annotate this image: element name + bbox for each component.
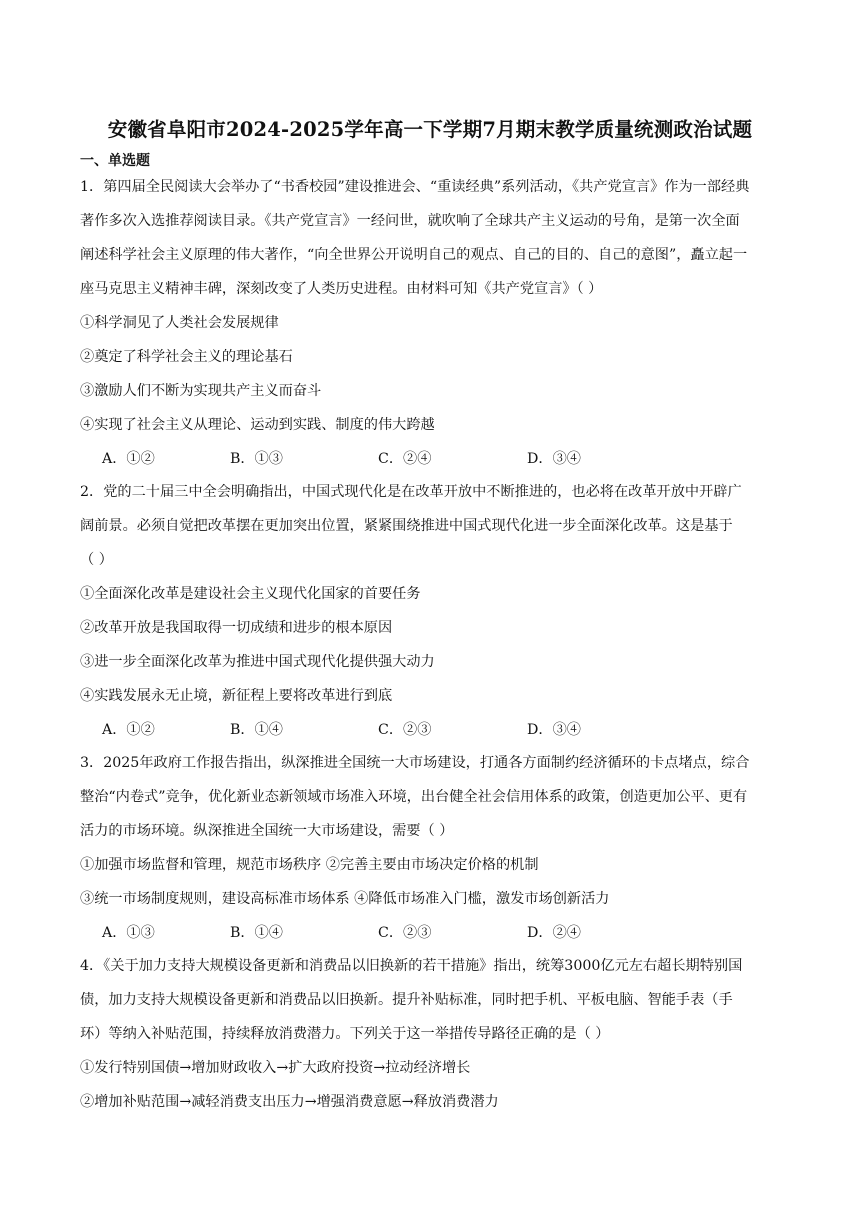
q2-stem-line: （ ）: [80, 552, 113, 568]
exam-title: 安徽省阜阳市2024-2025学年高一下学期7月期末教学质量统测政治试题: [107, 118, 753, 141]
q3-stem-line: 3．2025年政府工作报告指出，纵深推进全国统一大市场建设，打通各方面制约经济循环的卡点堵点，综合: [80, 755, 750, 771]
q1-stem-line: 著作多次入选推荐阅读目录。《共产党宣言》一经问世，就吹响了全球共产主义运动的号角，是第一次全面: [80, 213, 740, 229]
q2-statement: ①全面深化改革是建设社会主义现代化国家的首要任务: [80, 586, 421, 602]
q1-stem-line: 1．第四届全民阅读大会举办了“书香校园”建设推进会、“重读经典”系列活动，《共产党宣言》作为一部经典: [80, 179, 750, 195]
q2-statement: ④实践发展永无止境，新征程上要将改革进行到底: [80, 688, 393, 704]
q2-option-c: C．②③: [378, 722, 432, 738]
q3-statement: ③统一市场制度规则，建设高标准市场体系 ④降低市场准入门槛，激发市场创新活力: [80, 891, 610, 907]
q1-option-b: B．①③: [230, 451, 283, 467]
q1-statement: ③激励人们不断为实现共产主义而奋斗: [80, 383, 322, 399]
q1-option-d: D．③④: [527, 451, 581, 467]
q2-statement: ②改革开放是我国取得一切成绩和进步的根本原因: [80, 620, 393, 636]
q4-stem-line: 债，加力支持大规模设备更新和消费品以旧换新。提升补贴标准，同时把手机、平板电脑、智能手表（手: [80, 992, 733, 1008]
q3-option-b: B．①④: [230, 925, 283, 941]
q2-option-d: D．③④: [527, 722, 581, 738]
q1-statement: ④实现了社会主义从理论、运动到实践、制度的伟大跨越: [80, 417, 435, 433]
q4-statement: ①发行特别国债→增加财政收入→扩大政府投资→拉动经济增长: [80, 1060, 471, 1076]
q2-option-b: B．①④: [230, 722, 283, 738]
q1-stem-line: 阐述科学社会主义原理的伟大著作，“向全世界公开说明自己的观点、自己的目的、自己的意图”，矗立起一: [80, 247, 748, 263]
q3-option-a: A．①③: [102, 925, 155, 941]
q1-statement: ②奠定了科学社会主义的理论基石: [80, 349, 293, 365]
q3-stem-line: 整治“内卷式”竞争，优化新业态新领域市场准入环境，出台健全社会信用体系的政策，创造更加公平、更有: [80, 789, 748, 805]
q2-option-a: A．①②: [102, 722, 155, 738]
q3-option-d: D．②④: [527, 925, 581, 941]
q2-stem-line: 2．党的二十届三中全会明确指出，中国式现代化是在改革开放中不断推进的，也必将在改革开放中开辟广: [80, 484, 742, 500]
q2-statement: ③进一步全面深化改革为推进中国式现代化提供强大动力: [80, 654, 435, 670]
q3-stem-line: 活力的市场环境。纵深推进全国统一大市场建设，需要（ ）: [80, 823, 454, 839]
q4-stem-line: 环）等纳入补贴范围，持续释放消费潜力。下列关于这一举措传导路径正确的是（ ）: [80, 1026, 610, 1042]
q2-stem-line: 阔前景。必须自觉把改革摆在更加突出位置，紧紧围绕推进中国式现代化进一步全面深化改革。这是基于: [80, 518, 733, 534]
q1-stem-line: 座马克思主义精神丰碑，深刻改变了人类历史进程。由材料可知《共产党宣言》（ ）: [80, 281, 603, 297]
q3-statement: ①加强市场监督和管理，规范市场秩序 ②完善主要由市场决定价格的机制: [80, 857, 539, 873]
q4-statement: ②增加补贴范围→减轻消费支出压力→增强消费意愿→释放消费潜力: [80, 1094, 499, 1110]
q4-stem-line: 4．《关于加力支持大规模设备更新和消费品以旧换新的若干措施》指出，统筹3000亿元左右超长期特别国: [80, 958, 743, 974]
q1-option-a: A．①②: [102, 451, 155, 467]
q1-statement: ①科学洞见了人类社会发展规律: [80, 315, 279, 331]
section-heading: 一、单选题: [80, 153, 150, 169]
q3-option-c: C．②③: [378, 925, 432, 941]
q1-option-c: C．②④: [378, 451, 432, 467]
